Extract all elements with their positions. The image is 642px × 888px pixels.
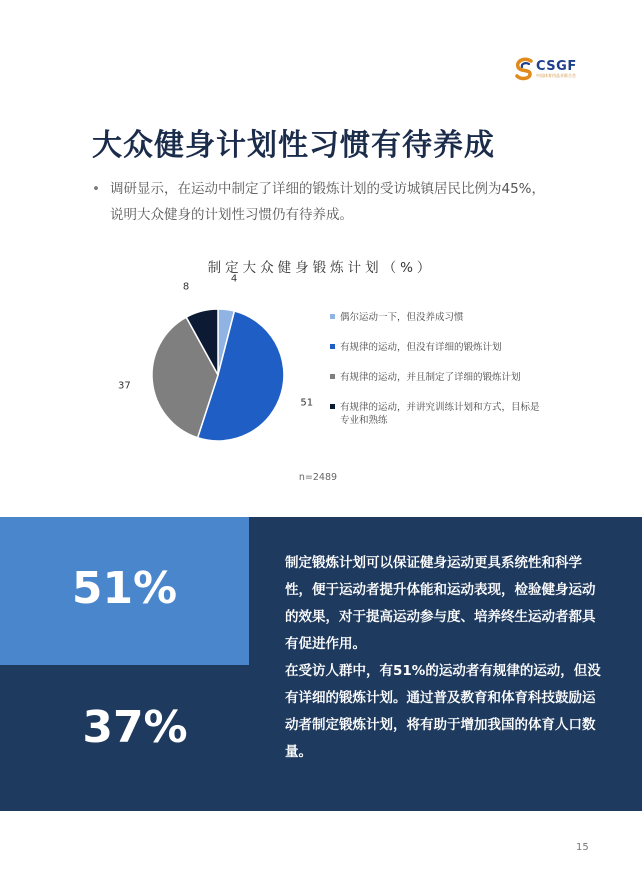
pie-data-label-4: 8 [182, 281, 190, 293]
legend-swatch-4 [330, 404, 335, 409]
legend-swatch-3 [330, 374, 335, 379]
description-paragraph-2: 在受访人群中，有51%的运动者有规律的运动，但没有详细的锻炼计划。通过普及教育和体育科技鼓励运动者制定锻炼计划，将有助于增加我国的体育人口数量。 [285, 663, 601, 760]
logo-subtext: 中国体育用品业联合会 [536, 73, 576, 78]
sample-size-note: n=2489 [298, 472, 338, 483]
legend-swatch-1 [330, 314, 335, 319]
legend-label-4-line-2: 专业和熟练 [340, 415, 388, 426]
page-number: 15 [576, 842, 589, 853]
legend-label-1: 偶尔运动一下，但没养成习惯 [340, 312, 464, 323]
description-paragraph-1: 制定锻炼计划可以保证健身运动更具系统性和科学性，便于运动者提升体能和运动表现，检验健身运动的效果，对于提高运动参与度、培养终生运动者都具有促进作用。 [285, 555, 596, 652]
page-title: 大众健身计划性习惯有待养成 [92, 128, 495, 163]
chart-title: 制定大众健身锻炼计划（%） [207, 260, 435, 276]
bullet-line-1: 调研显示，在运动中制定了详细的锻炼计划的受访城镇居民比例为45%， [110, 181, 546, 197]
legend-label-2: 有规律的运动，但没有详细的锻炼计划 [340, 342, 502, 353]
chart-legend [330, 311, 540, 426]
stat-51-percent: 51% [71, 563, 178, 614]
legend-label-4: 有规律的运动，并讲究训练计划和方式，目标是 [340, 402, 540, 413]
pie-slices [152, 309, 284, 441]
bullet-dot: • [92, 181, 100, 197]
bullet-line-2: 说明大众健身的计划性习惯仍有待养成。 [110, 207, 353, 223]
pie-data-label-2: 51 [300, 397, 314, 409]
pie-data-label-3: 37 [118, 380, 131, 392]
bullet-text [110, 176, 590, 228]
legend-label-3: 有规律的运动，并且制定了详细的锻炼计划 [340, 372, 521, 383]
logo-text: CSGF [536, 59, 577, 74]
logo-icon [514, 56, 536, 82]
logo [514, 56, 594, 82]
stat-37-percent: 37% [82, 702, 188, 753]
pie-chart [0, 273, 642, 500]
pie-data-label-1: 4 [230, 273, 238, 285]
stats-description [285, 550, 605, 766]
legend-swatch-2 [330, 344, 335, 349]
